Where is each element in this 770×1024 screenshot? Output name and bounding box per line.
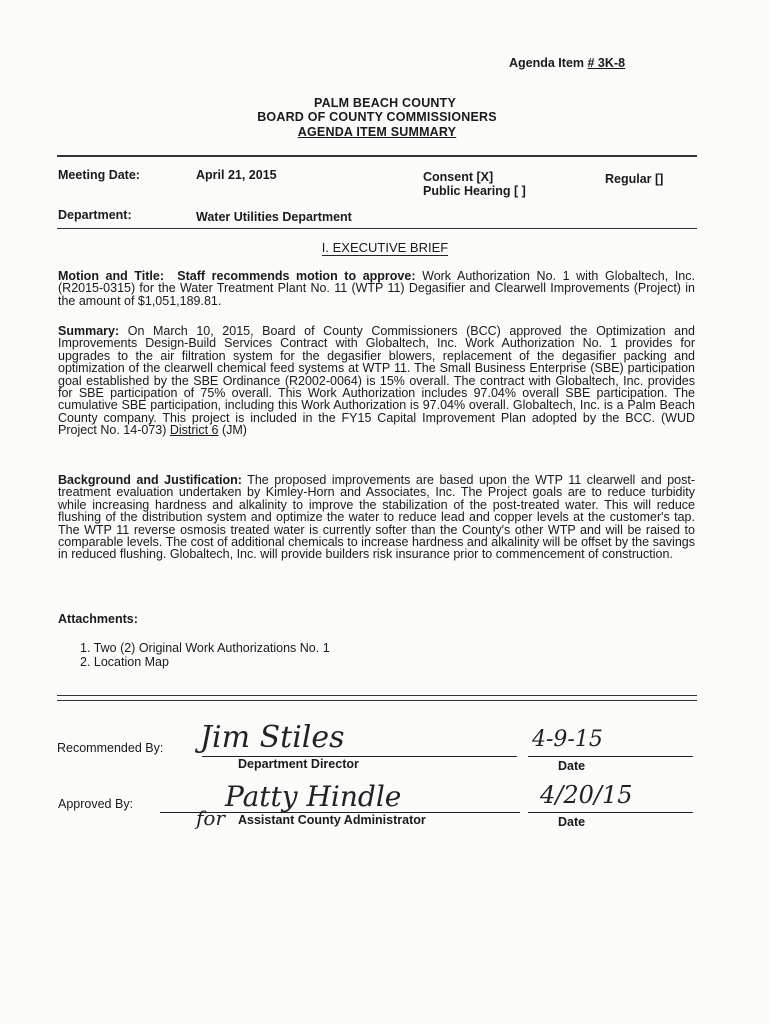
recommended-date-line	[528, 756, 693, 757]
recommended-date-handwritten: 4-9-15	[532, 727, 603, 752]
approved-by-label: Approved By:	[58, 797, 134, 811]
regular-field: Regular []	[605, 172, 664, 186]
summary-district: District 6	[169, 423, 219, 438]
agenda-item-number	[509, 56, 625, 70]
summary-tail: (JM)	[218, 423, 247, 438]
meeting-date-value: April 21, 2015	[196, 168, 277, 182]
attachment-item-1: 1. Two (2) Original Work Authorizations No. 1	[80, 641, 330, 655]
header-divider	[57, 155, 697, 157]
background-paragraph	[58, 474, 695, 561]
approved-title: Assistant County Administrator	[238, 813, 426, 827]
approved-date-label: Date	[558, 815, 586, 829]
summary-text: On March 10, 2015, Board of County Commissioners (BCC) approved the Optimization and Improvements Design-Build Services Contract with Globaltech, Inc. Work Authorization No. 1 provides for upgrades to the air filtration system for the degasifier blowers, replacement of the degasifier packing and optimization of the clearwell chemical feed systems at WTP 11. The Small Business Enterprise (SBE) participation goal established by the SBE Ordinance (R2002-0064) is 15% overall. The contract with Globaltech, Inc. provides for SBE participation of 75% overall. This Work Authorization includes 97.04% overall SBE participation. The cumulative SBE participation, including this Work Authorization is 97.04% overall. Globaltech, Inc. is a Palm Beach County company. This project is included in the FY15 Capital Improvement Plan adopted by the BCC. (WUD Project No. 14-073)	[58, 324, 695, 438]
meeting-date-label: Meeting Date:	[58, 168, 140, 182]
department-value: Water Utilities Department	[196, 210, 352, 224]
summary-paragraph	[58, 325, 695, 437]
motion-lead: Staff recommends motion to approve:	[177, 269, 416, 283]
board-name: BOARD OF COUNTY COMMISSIONERS	[257, 110, 497, 124]
attachments-label: Attachments:	[58, 612, 138, 626]
department-label: Department:	[58, 208, 132, 222]
background-label: Background and Justification:	[58, 473, 242, 487]
agenda-prefix: Agenda Item	[509, 56, 588, 70]
county-name: PALM BEACH COUNTY	[313, 96, 457, 110]
approved-for-mark: for	[196, 806, 226, 830]
summary-label: Summary:	[58, 324, 120, 338]
recommended-by-label: Recommended By:	[57, 741, 164, 755]
department-divider	[57, 228, 697, 229]
recommended-signature: Jim Stiles	[200, 720, 345, 755]
agenda-number: # 3K-8	[587, 56, 626, 70]
motion-label: Motion and Title:	[58, 269, 165, 283]
recommended-title: Department Director	[238, 757, 359, 771]
motion-paragraph	[58, 270, 695, 307]
recommended-date-label: Date	[558, 759, 586, 773]
approved-signature: Patty Hindle	[225, 780, 402, 813]
motion-text: Work Authorization No. 1 with Globaltech, Inc. (R2015-0315) for the Water Treatment Plant No. 11 (WTP 11) Degasifier and Clearwell Improvements (Project) in the amount of $1,051,189.81.	[58, 269, 695, 308]
consent-field: Consent [X]	[423, 170, 494, 184]
approved-date-line	[528, 812, 693, 813]
attachment-item-2: 2. Location Map	[80, 655, 169, 669]
section-title	[0, 240, 770, 255]
attachments-divider-top	[57, 695, 697, 696]
attachments-divider-bottom	[57, 700, 697, 701]
background-text: The proposed improvements are based upon the WTP 11 clearwell and post-treatment evaluation undertaken by Kimley-Horn and Associates, Inc. The Project goals are to reduce turbidity while increasing hardness and alkalinity to improve the stabilization of the post-treated water. This will reduce flushing of the distribution system and optimize the water to reduce lead and copper levels at the customer's tap. The WTP 11 reverse osmosis treated water is currently softer than the County's other WTP and will be raised to comparable levels. The cost of additional chemicals to increase hardness and alkalinity will be offset by the savings in reduced flushing. Globaltech, Inc. will provide builders risk insurance prior to commencement of construction.	[58, 473, 695, 562]
section-title-text: I. EXECUTIVE BRIEF	[321, 240, 449, 255]
approved-date-handwritten: 4/20/15	[540, 781, 633, 809]
document-title: AGENDA ITEM SUMMARY	[297, 125, 457, 139]
public-hearing-field: Public Hearing [ ]	[423, 184, 526, 198]
